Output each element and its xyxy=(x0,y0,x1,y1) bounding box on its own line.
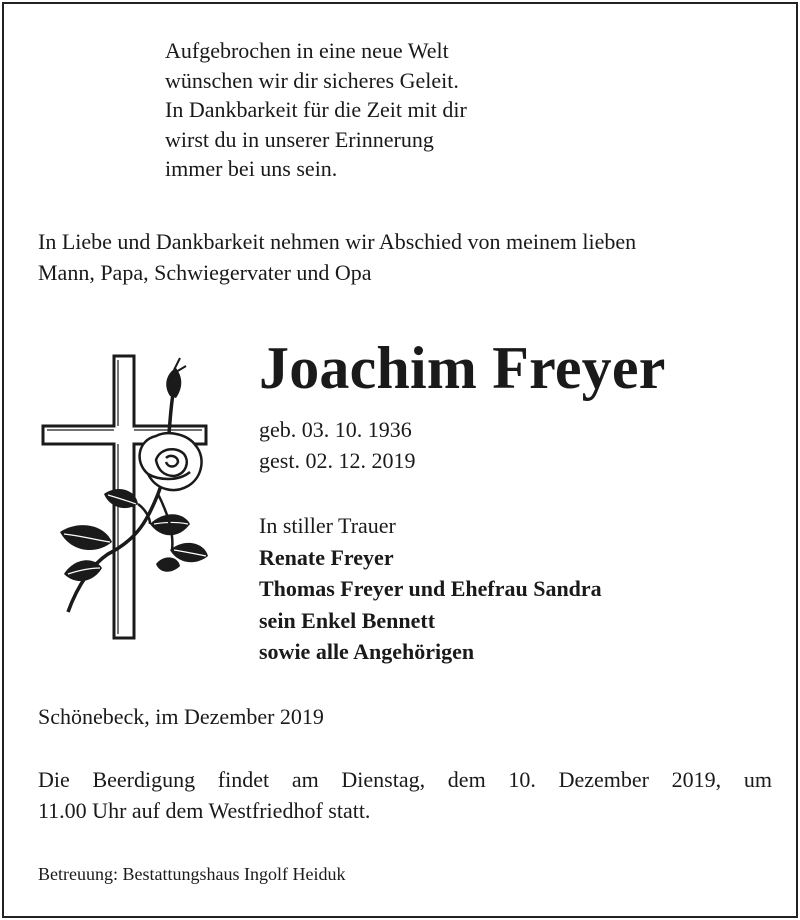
life-dates xyxy=(259,414,415,476)
mourner-name: Renate Freyer xyxy=(259,544,394,570)
mourner-name: Thomas Freyer und Ehefrau Sandra xyxy=(259,576,602,601)
poem-line: wirst du in unserer Erinnerung xyxy=(165,126,434,152)
birth-date: geb. 03. 10. 1936 xyxy=(259,417,412,442)
cross-with-rose-icon xyxy=(38,354,218,649)
farewell-intro xyxy=(38,226,778,288)
mourner-name: sowie alle Angehörigen xyxy=(259,639,475,664)
mourners-block xyxy=(259,510,602,668)
poem xyxy=(165,36,467,184)
funeral-line: 11.00 Uhr auf dem Westfriedhof statt. xyxy=(38,798,371,823)
funeral-notice xyxy=(38,764,772,826)
death-date: gest. 02. 12. 2019 xyxy=(259,448,416,473)
funeral-home-credit: Betreuung: Bestattungshaus Ingolf Heiduk xyxy=(38,864,346,884)
funeral-line: Die Beerdigung findet am Dienstag, dem 10. Dezember 2019, um xyxy=(38,767,772,792)
mourning-intro: In stiller Trauer xyxy=(259,513,396,538)
deceased-name: Joachim Freyer xyxy=(259,335,666,401)
poem-line: Aufgebrochen in eine neue Welt xyxy=(165,38,449,63)
poem-line: immer bei uns sein. xyxy=(165,156,338,181)
poem-line: In Dankbarkeit für die Zeit mit dir xyxy=(165,97,467,122)
place-and-date: Schönebeck, im Dezember 2019 xyxy=(38,704,324,729)
obituary-card xyxy=(2,2,798,918)
poem-line: wünschen wir dir sicheres Geleit. xyxy=(165,67,459,93)
intro-line: In Liebe und Dankbarkeit nehmen wir Abschied von meinem lieben xyxy=(38,229,637,254)
mourner-name: sein Enkel Bennett xyxy=(259,607,436,633)
intro-line: Mann, Papa, Schwiegervater und Opa xyxy=(38,260,372,285)
